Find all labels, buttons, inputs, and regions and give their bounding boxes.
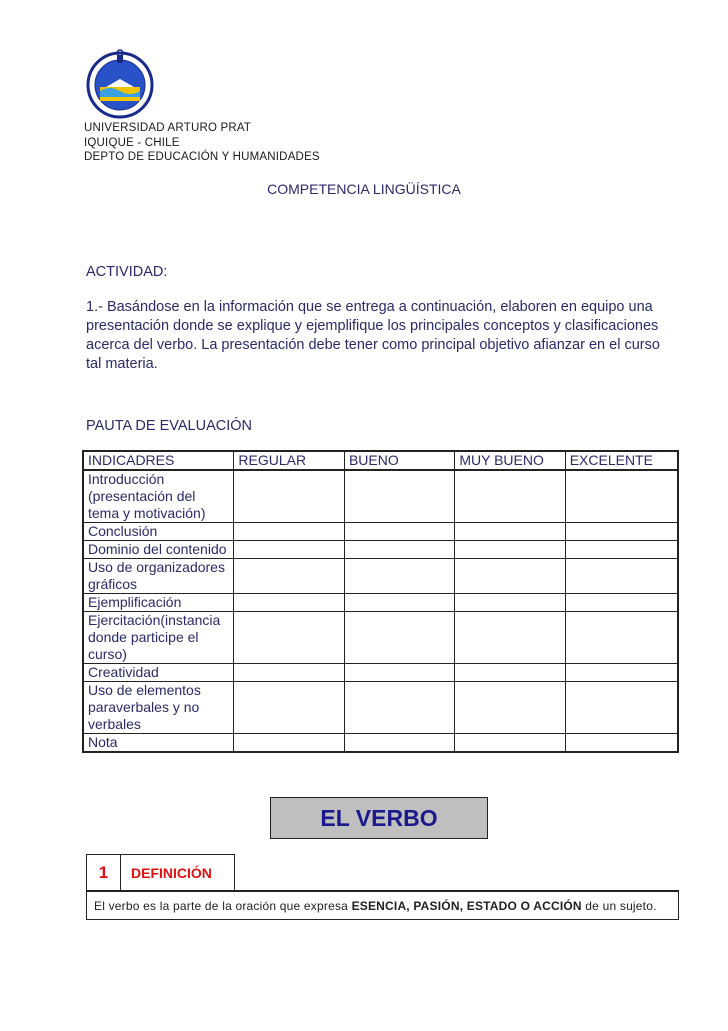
table-row [83,523,678,541]
definition-text-end: de un sujeto. [581,899,657,913]
definition-text-start: El verbo es la parte de la oración que expresa [94,899,352,913]
indicator-cell: Creatividad [83,664,234,682]
definition-emphasis: ESENCIA, PASIÓN, ESTADO O ACCIÓN [351,899,582,913]
table-row [83,470,678,523]
table-row [83,594,678,612]
column-header: INDICADRES [83,451,234,470]
indicator-cell: Ejemplificación [83,594,234,612]
course-title: COMPETENCIA LINGÜÍSTICA [267,181,461,197]
section-title-box [270,797,488,839]
column-header: MUY BUENO [455,451,565,470]
column-header: REGULAR [234,451,345,470]
indicator-cell: Introducción (presentación del tema y motivación) [83,470,234,523]
institution-name: UNIVERSIDAD ARTURO PRAT [84,122,252,134]
table-row [83,612,678,664]
table-row [83,541,678,559]
table-header-row [83,451,678,470]
column-header: EXCELENTE [565,451,678,470]
indicator-cell: Uso de elementos paraverbales y no verbales [83,682,234,734]
institution-city: IQUIQUE - CHILE [84,137,180,149]
section-number: 1 [87,855,121,891]
table-row [83,559,678,594]
definition-header-box [86,854,235,892]
university-seal-logo [84,47,156,119]
institution-department: DEPTO DE EDUCACIÓN Y HUMANIDADES [84,151,320,163]
table-row [83,664,678,682]
activity-label: ACTIVIDAD: [86,264,168,280]
indicator-cell: Nota [83,734,234,753]
rubric-title: PAUTA DE EVALUACIÓN [86,418,252,434]
table-row [83,682,678,734]
activity-instructions: 1.- Basándose en la información que se entrega a continuación, elaboren en equipo una presentación donde se explique y ejemplifique los principales conceptos y clasificaciones acerca del verbo. La presentación debe tener como principal objetivo afianzar en el curso tal materia. [86,299,660,372]
indicator-cell: Uso de organizadores gráficos [83,559,234,594]
indicator-cell: Dominio del contenido [83,541,234,559]
table-row [83,734,678,753]
definition-text [86,890,679,920]
column-header: BUENO [344,451,454,470]
section-title: EL VERBO [320,804,438,831]
definition-heading: DEFINICIÓN [131,865,212,881]
indicator-cell: Conclusión [83,523,234,541]
evaluation-rubric-table [82,450,679,753]
indicator-cell: Ejercitación(instancia donde participe el curso) [83,612,234,664]
